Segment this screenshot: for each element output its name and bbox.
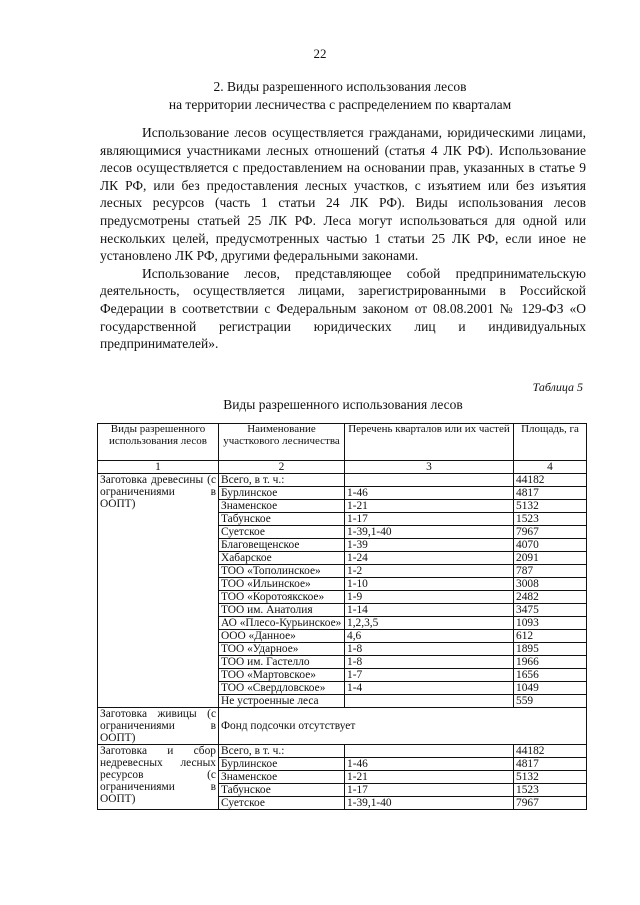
forestry-name-cell: Хабарское (219, 552, 345, 565)
quarters-cell: 1-14 (345, 604, 514, 617)
section-title-line1: 2. Виды разрешенного использования лесов (213, 79, 467, 94)
table-header-cell: Виды разрешенного использования лесов (98, 424, 219, 461)
area-cell: 44182 (514, 474, 587, 487)
paragraph: Использование лесов осуществляется гражданами, юридическими лицами, являющимися участниками лесных отношений (статья 4 ЛК РФ). Использование лесов осуществляется с предоставлением на основании прав, указанных в статье 9 ЛК РФ, или без предоставления лесных участков, с изъятием или без изъятия лесных ресурсов (часть 1 статьи 24 ЛК РФ). Виды использования лесов предусмотрены статьей 25 ЛК РФ. Леса могут использоваться для одной или нескольких целей, предусмотренных частью 1 статьи 25 ЛК РФ, если иное не установлено ЛК РФ, другими федеральными законами. (100, 125, 586, 264)
table-row (98, 474, 587, 487)
quarters-cell: 4,6 (345, 630, 514, 643)
column-number-cell: 1 (98, 461, 219, 474)
page-number: 22 (313, 46, 327, 61)
quarters-cell: 1-7 (345, 669, 514, 682)
table-header-cell: Наименование участкового лесничества (219, 424, 345, 461)
quarters-cell: 1-4 (345, 682, 514, 695)
quarters-cell (345, 695, 514, 708)
table-header-cell: Перечень кварталов или их частей (345, 424, 514, 461)
area-cell: 5132 (514, 771, 587, 784)
column-number-cell: 4 (514, 461, 587, 474)
area-cell: 1049 (514, 682, 587, 695)
quarters-cell: 1-8 (345, 656, 514, 669)
forest-use-table (97, 423, 587, 810)
forestry-name-cell: Всего, в т. ч.: (219, 745, 345, 758)
quarters-cell: 1-8 (345, 643, 514, 656)
table-header-row (98, 424, 587, 461)
use-type-cell: Заготовка древесины (с ограничениями в ООПТ) (98, 474, 219, 708)
quarters-cell: 1-39 (345, 539, 514, 552)
forestry-name-cell: Бурлинское (219, 487, 345, 500)
area-cell: 44182 (514, 745, 587, 758)
area-cell: 787 (514, 565, 587, 578)
forestry-name-cell: ТОО «Ударное» (219, 643, 345, 656)
forestry-name-cell: АО «Плесо-Курьинское» (219, 617, 345, 630)
area-cell: 4817 (514, 758, 587, 771)
quarters-cell: 1-17 (345, 784, 514, 797)
forestry-name-cell: ТОО «Ильинское» (219, 578, 345, 591)
note-cell: Фонд подсочки отсутствует (219, 708, 587, 745)
quarters-cell: 1-24 (345, 552, 514, 565)
forestry-name-cell: Знаменское (219, 500, 345, 513)
forestry-name-cell: ТОО «Мартовское» (219, 669, 345, 682)
forestry-name-cell: Не устроенные леса (219, 695, 345, 708)
quarters-cell: 1-21 (345, 500, 514, 513)
section-heading (60, 78, 620, 114)
forestry-name-cell: ТОО «Свердловское» (219, 682, 345, 695)
area-cell: 1523 (514, 784, 587, 797)
forestry-name-cell: Знаменское (219, 771, 345, 784)
area-cell: 1093 (514, 617, 587, 630)
quarters-cell: 1-10 (345, 578, 514, 591)
forestry-name-cell: ТОО «Тополинское» (219, 565, 345, 578)
forestry-name-cell: Бурлинское (219, 758, 345, 771)
section-title-line2: на территории лесничества с распределением по кварталам (168, 97, 512, 112)
quarters-cell: 1-21 (345, 771, 514, 784)
forestry-name-cell: Благовещенское (219, 539, 345, 552)
area-cell: 7967 (514, 526, 587, 539)
area-cell: 2091 (514, 552, 587, 565)
area-cell: 3475 (514, 604, 587, 617)
table-row (98, 745, 587, 758)
area-cell: 4070 (514, 539, 587, 552)
quarters-cell: 1-46 (345, 487, 514, 500)
forestry-name-cell: ТОО им. Анатолия (219, 604, 345, 617)
table-label: Таблица 5 (532, 380, 583, 394)
area-cell: 4817 (514, 487, 587, 500)
area-cell: 1523 (514, 513, 587, 526)
forestry-name-cell: ТОО им. Гастелло (219, 656, 345, 669)
use-type-cell: Заготовка и сбор недревесных лесных ресурсов (с ограничениями в ООПТ) (98, 745, 219, 810)
paragraph: Использование лесов, представляющее собой предпринимательскую деятельность, осуществляется лицами, зарегистрированными в Российской Федерации в соответствии с Федеральным законом от 08.08.2001 № 129-ФЗ «О государственной регистрации юридических лиц и индивидуальных предпринимателей». (100, 265, 586, 352)
quarters-cell (345, 745, 514, 758)
forestry-name-cell: ООО «Данное» (219, 630, 345, 643)
table-row (98, 708, 587, 745)
area-cell: 7967 (514, 797, 587, 810)
forestry-name-cell: Табунское (219, 513, 345, 526)
quarters-cell: 1-9 (345, 591, 514, 604)
area-cell: 1966 (514, 656, 587, 669)
area-cell: 1895 (514, 643, 587, 656)
use-type-cell: Заготовка живицы (с ограничениями в ООПТ) (98, 708, 219, 745)
forestry-name-cell: Суетское (219, 797, 345, 810)
quarters-cell: 1-39,1-40 (345, 526, 514, 539)
table-header-cell: Площадь, га (514, 424, 587, 461)
quarters-cell: 1-2 (345, 565, 514, 578)
forestry-name-cell: Всего, в т. ч.: (219, 474, 345, 487)
table-caption: Виды разрешенного использования лесов (223, 397, 463, 412)
area-cell: 3008 (514, 578, 587, 591)
quarters-cell: 1-39,1-40 (345, 797, 514, 810)
table-column-number-row (98, 461, 587, 474)
area-cell: 559 (514, 695, 587, 708)
body-text (100, 124, 586, 353)
column-number-cell: 2 (219, 461, 345, 474)
area-cell: 5132 (514, 500, 587, 513)
area-cell: 612 (514, 630, 587, 643)
area-cell: 1656 (514, 669, 587, 682)
forestry-name-cell: ТОО «Коротоякское» (219, 591, 345, 604)
quarters-cell: 1,2,3,5 (345, 617, 514, 630)
quarters-cell: 1-17 (345, 513, 514, 526)
quarters-cell: 1-46 (345, 758, 514, 771)
area-cell: 2482 (514, 591, 587, 604)
column-number-cell: 3 (345, 461, 514, 474)
quarters-cell (345, 474, 514, 487)
forestry-name-cell: Суетское (219, 526, 345, 539)
forestry-name-cell: Табунское (219, 784, 345, 797)
